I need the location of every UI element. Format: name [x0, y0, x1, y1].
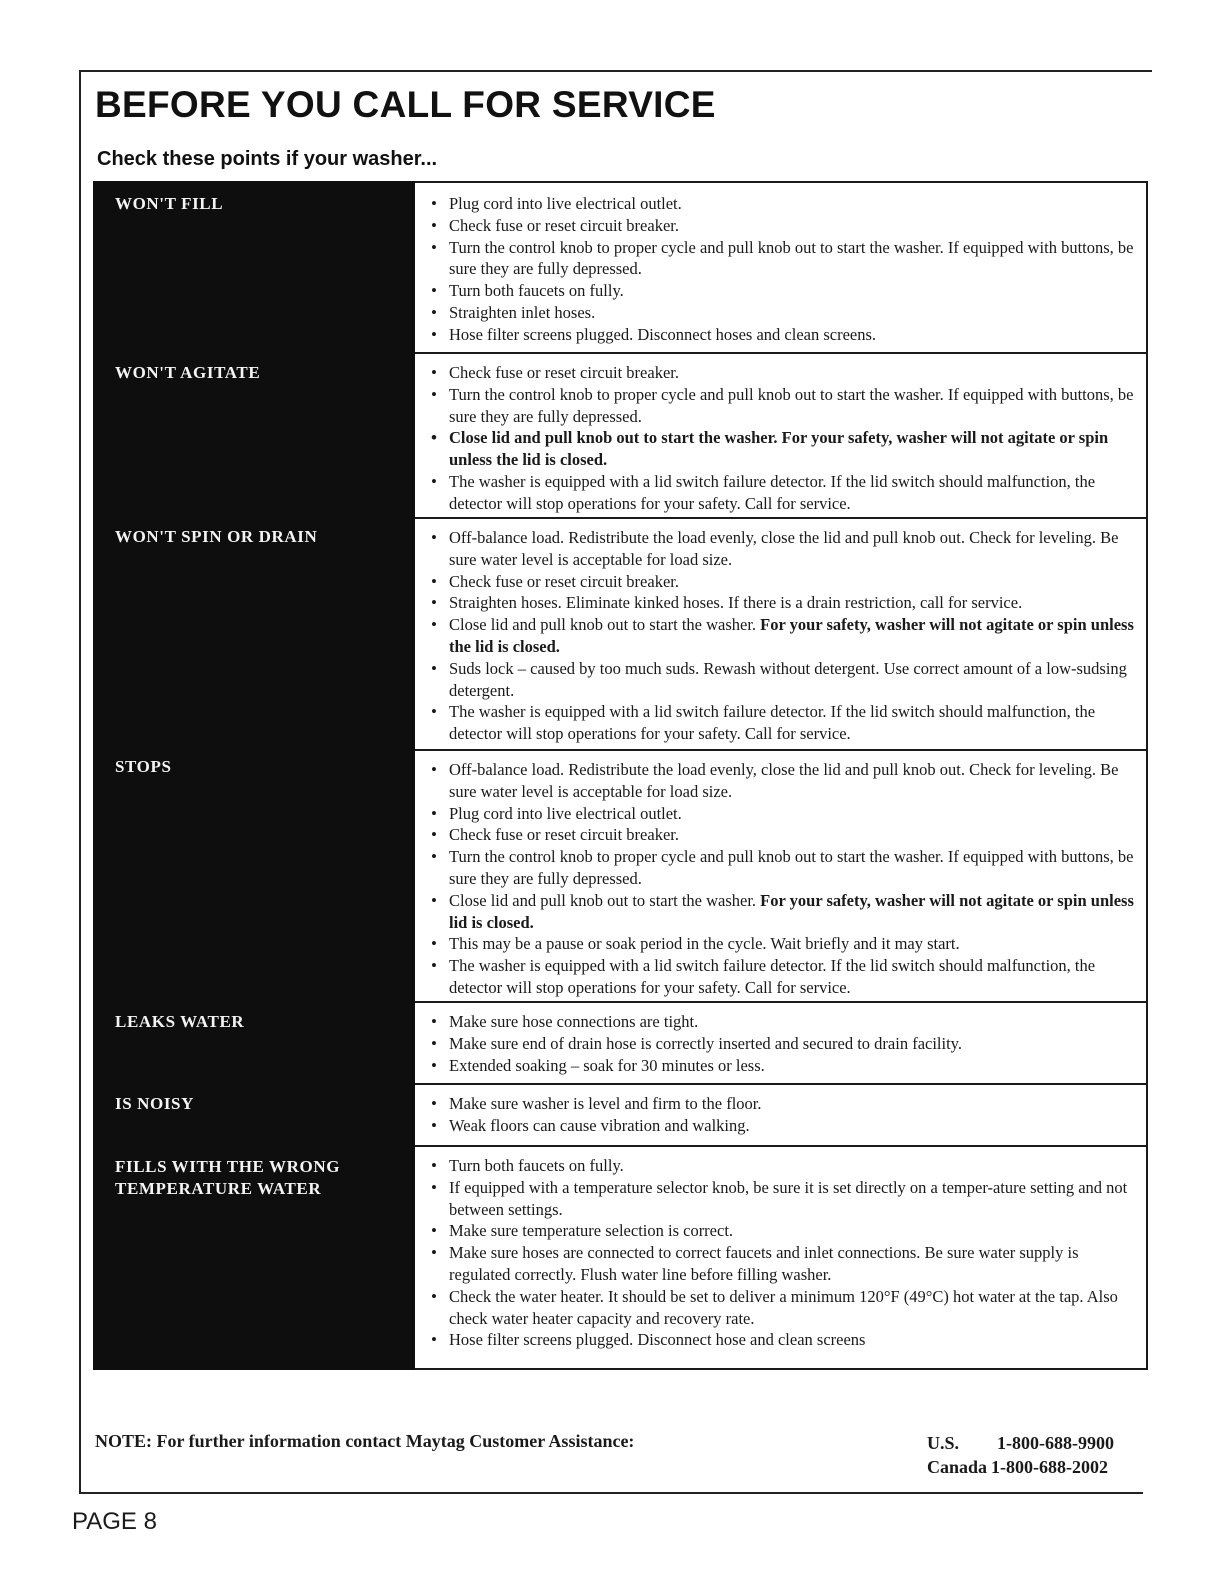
list-item: • Check fuse or reset circuit breaker. — [429, 571, 1136, 593]
list-item: • The washer is equipped with a lid switch failure detector. If the lid switch should malfunction, the detector will stop operations for your safety. Call for service. — [429, 955, 1136, 999]
remedy-row-is-noisy — [415, 1085, 1146, 1147]
page-number: PAGE 8 — [72, 1508, 157, 1535]
list-item — [429, 890, 1136, 934]
list-item: • Extended soaking – soak for 30 minutes or less. — [429, 1055, 1136, 1077]
remedy-row-leaks-water — [415, 1003, 1146, 1085]
phone-numbers — [927, 1431, 1114, 1479]
list-item: • Hose filter screens plugged. Disconnect hoses and clean screens. — [429, 324, 1136, 346]
us-phone-row — [927, 1431, 1114, 1455]
assistance-note: NOTE: For further information contact Maytag Customer Assistance: — [95, 1431, 635, 1451]
list-item: • Make sure end of drain hose is correctly inserted and secured to drain facility. — [429, 1033, 1136, 1055]
page-title: BEFORE YOU CALL FOR SERVICE — [95, 84, 716, 125]
page-subtitle: Check these points if your washer... — [97, 148, 438, 170]
list-item: • Off-balance load. Redistribute the load evenly, close the lid and pull knob out. Check for leveling. Be sure water level is acceptable for load size. — [429, 759, 1136, 803]
list-item — [429, 614, 1136, 658]
list-item: • Check fuse or reset circuit breaker. — [429, 362, 1136, 384]
symptom-label-leaks-water: LEAKS WATER — [115, 1012, 245, 1031]
list-item: • Close lid and pull knob out to start the washer. For your safety, washer will not agitate or spin unless the lid is closed. — [429, 427, 1136, 471]
list-item: • Check fuse or reset circuit breaker. — [429, 824, 1136, 846]
close-lid-instruction: Close lid and pull knob out to start the washer. — [449, 615, 757, 635]
symptom-label-wrong-temperature — [115, 1156, 340, 1200]
list-item: • Turn the control knob to proper cycle and pull knob out to start the washer. If equipped with buttons, be sure they are fully depressed. — [429, 237, 1136, 281]
top-rule — [80, 70, 1152, 72]
us-phone: 1-800-688-9900 — [997, 1433, 1114, 1453]
symptom-label-wont-fill: WON'T FILL — [115, 194, 224, 213]
list-item: • Plug cord into live electrical outlet. — [429, 193, 1136, 215]
list-item: • Turn both faucets on fully. — [429, 280, 1136, 302]
list-item: • Turn the control knob to proper cycle and pull knob out to start the washer. If equipped with buttons, be sure they are fully depressed. — [429, 846, 1136, 890]
list-item: • Check the water heater. It should be set to deliver a minimum 120°F (49°C) hot water at the tap. Also check water heater capacity and recovery rate. — [429, 1286, 1136, 1330]
list-item: • Straighten hoses. Eliminate kinked hoses. If there is a drain restriction, call for service. — [429, 592, 1136, 614]
list-item: • Check fuse or reset circuit breaker. — [429, 215, 1136, 237]
list-item: • If equipped with a temperature selector knob, be sure it is set directly on a temper-ature setting and not between settings. — [429, 1177, 1136, 1221]
list-item: • Make sure hose connections are tight. — [429, 1011, 1136, 1033]
bottom-rule — [79, 1492, 1143, 1494]
list-item: • Straighten inlet hoses. — [429, 302, 1136, 324]
symptom-label-wont-spin-or-drain: WON'T SPIN OR DRAIN — [115, 527, 318, 546]
canada-phone: 1-800-688-2002 — [991, 1457, 1109, 1477]
canada-label: Canada — [927, 1457, 988, 1477]
safety-warning: For your safety, washer will not agitate or spin unless lid is closed. — [449, 890, 1134, 932]
list-item: • Suds lock – caused by too much suds. Rewash without detergent. Use correct amount of a low-sudsing detergent. — [429, 658, 1136, 702]
remedy-column — [415, 181, 1148, 1370]
symptom-label-wont-agitate: WON'T AGITATE — [115, 363, 261, 382]
safety-warning: For your safety, washer will not agitate or spin unless the lid is closed. — [449, 615, 1134, 656]
symptom-label-line1: FILLS WITH THE WRONG — [115, 1157, 341, 1176]
left-rule — [79, 70, 81, 1494]
remedy-row-stops — [415, 751, 1146, 1003]
symptom-column — [93, 181, 415, 1370]
symptom-label-is-noisy: IS NOISY — [115, 1094, 194, 1113]
list-item: • This may be a pause or soak period in the cycle. Wait briefly and it may start. — [429, 933, 1136, 955]
list-item: • Make sure hoses are connected to correct faucets and inlet connections. Be sure water supply is regulated correctly. Flush water line before filling washer. — [429, 1242, 1136, 1286]
symptom-label-line2: TEMPERATURE WATER — [115, 1179, 322, 1198]
list-item: • Make sure washer is level and firm to the floor. — [429, 1093, 1136, 1115]
list-item: • Turn the control knob to proper cycle and pull knob out to start the washer. If equipped with buttons, be sure they are fully depressed. — [429, 384, 1136, 428]
remedy-row-wrong-temperature — [415, 1147, 1146, 1372]
list-item: • Hose filter screens plugged. Disconnect hose and clean screens — [429, 1329, 1136, 1351]
remedy-row-wont-agitate — [415, 354, 1146, 519]
list-item: • Make sure temperature selection is correct. — [429, 1220, 1136, 1242]
remedy-row-wont-fill — [415, 183, 1146, 354]
troubleshooting-table — [93, 181, 1148, 1370]
close-lid-instruction: Close lid and pull knob out to start the washer. — [449, 890, 757, 910]
list-item: • Weak floors can cause vibration and walking. — [429, 1115, 1136, 1137]
remedy-row-wont-spin-or-drain — [415, 519, 1146, 751]
list-item: • Off-balance load. Redistribute the load evenly, close the lid and pull knob out. Check for leveling. Be sure water level is acceptable for load size. — [429, 527, 1136, 571]
symptom-label-stops: STOPS — [115, 757, 172, 776]
list-item: • The washer is equipped with a lid switch failure detector. If the lid switch should malfunction, the detector will stop operations for your safety. Call for service. — [429, 701, 1136, 745]
list-item: • Turn both faucets on fully. — [429, 1155, 1136, 1177]
list-item: • The washer is equipped with a lid switch failure detector. If the lid switch should malfunction, the detector will stop operations for your safety. Call for service. — [429, 471, 1136, 515]
canada-phone-row — [927, 1455, 1114, 1479]
list-item: • Plug cord into live electrical outlet. — [429, 803, 1136, 825]
us-label: U.S. — [927, 1433, 960, 1453]
